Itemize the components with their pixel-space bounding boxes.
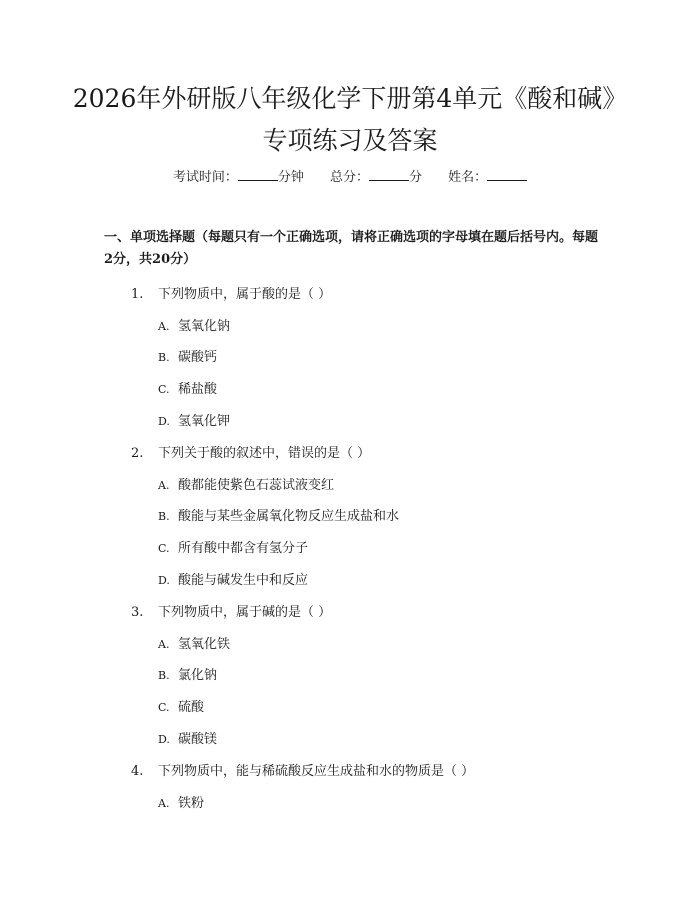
option-text: 碳酸镁 <box>178 732 218 747</box>
total-score-unit: 分 <box>409 170 423 185</box>
option-text: 碳酸钙 <box>178 350 218 365</box>
student-name-blank <box>487 170 527 181</box>
option-label: A. <box>158 638 170 651</box>
exam-time-blank <box>238 170 278 181</box>
document-title: 2026年外研版八年级化学下册第4单元《酸和碱》专项练习及答案 <box>72 84 628 155</box>
exam-time-unit: 分钟 <box>277 170 304 185</box>
option-text: 所有酸中都含有氢分子 <box>178 541 309 556</box>
option-text: 酸能与碱发生中和反应 <box>178 573 309 588</box>
question-1-option-c <box>158 378 217 397</box>
question-1 <box>131 283 331 302</box>
option-text: 氢氧化钠 <box>178 319 231 334</box>
exam-info-line <box>0 166 700 185</box>
option-text: 稀盐酸 <box>178 382 218 397</box>
option-label: A. <box>158 479 170 492</box>
option-label: A. <box>158 320 170 333</box>
option-label: D. <box>158 574 170 587</box>
question-4 <box>131 760 474 779</box>
exam-time-field <box>173 170 304 185</box>
option-text: 铁粉 <box>178 796 205 811</box>
section-heading: 一、单项选择题（每题只有一个正确选项，请将正确选项的字母填在题后括号内。每题2分，共20分） <box>104 230 599 267</box>
question-2 <box>131 442 370 461</box>
option-text: 酸能与某些金属氧化物反应生成盐和水 <box>178 509 400 524</box>
option-label: B. <box>158 351 170 364</box>
question-1-option-b <box>158 346 217 365</box>
question-1-option-d <box>158 410 230 429</box>
option-label: C. <box>158 383 170 396</box>
option-text: 氢氧化铁 <box>178 637 231 652</box>
question-text: 下列物质中，能与稀硫酸反应生成盐和水的物质是（ ） <box>158 764 475 779</box>
question-text: 下列关于酸的叙述中，错误的是（ ） <box>158 446 371 461</box>
question-text: 下列物质中，属于酸的是（ ） <box>158 287 332 302</box>
question-number: 3. <box>131 605 144 620</box>
total-score-label: 总分： <box>329 170 369 185</box>
question-2-option-b <box>158 505 399 524</box>
option-label: B. <box>158 510 170 523</box>
option-label: D. <box>158 415 170 428</box>
option-label: C. <box>158 542 170 555</box>
question-3 <box>131 601 331 620</box>
option-text: 酸都能使紫色石蕊试液变红 <box>178 478 335 493</box>
option-label: D. <box>158 733 170 746</box>
option-label: A. <box>158 797 170 810</box>
question-1-option-a <box>158 315 230 334</box>
option-label: C. <box>158 701 170 714</box>
student-name-label: 姓名： <box>448 170 488 185</box>
student-name-field <box>448 170 527 185</box>
question-number: 1. <box>131 287 144 302</box>
question-4-option-a <box>158 792 204 811</box>
question-number: 2. <box>131 446 144 461</box>
option-text: 氯化钠 <box>178 668 218 683</box>
option-text: 氢氧化钾 <box>178 414 231 429</box>
question-2-option-d <box>158 569 308 588</box>
total-score-blank <box>369 170 409 181</box>
question-3-option-a <box>158 633 230 652</box>
question-3-option-d <box>158 728 217 747</box>
exam-time-label: 考试时间： <box>172 170 238 185</box>
question-text: 下列物质中，属于碱的是（ ） <box>158 605 332 620</box>
question-2-option-a <box>158 474 334 493</box>
question-3-option-c <box>158 696 204 715</box>
option-text: 硫酸 <box>178 700 205 715</box>
option-label: B. <box>158 669 170 682</box>
question-2-option-c <box>158 537 308 556</box>
question-number: 4. <box>131 764 144 779</box>
total-score-field <box>330 170 422 185</box>
question-3-option-b <box>158 664 217 683</box>
